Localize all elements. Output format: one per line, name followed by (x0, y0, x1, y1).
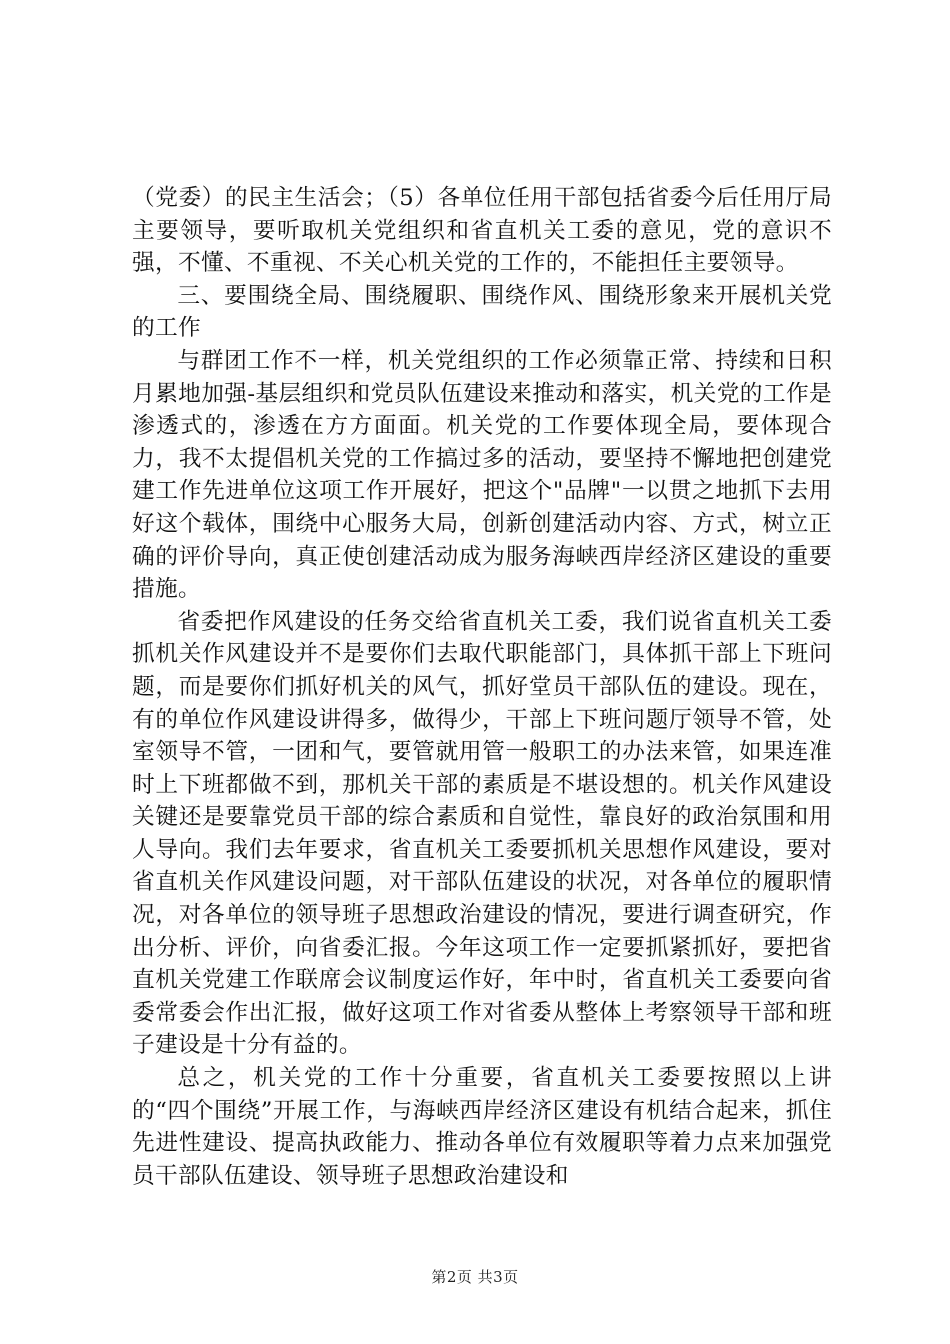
paragraph: 总之，机关党的工作十分重要，省直机关工委要按照以上讲的“四个围绕”开展工作，与海峡西岸经济区建设有机结合起来，抓住先进性建设、提高执政能力、推动各单位有效履职等着力点来加强党员干部队伍建设、领导班子思想政治建设和 (132, 1065, 832, 1189)
paragraph: 与群团工作不一样，机关党组织的工作必须靠正常、持续和日积月累地加强-基层组织和党员队伍建设来推动和落实，机关党的工作是渗透式的，渗透在方方面面。机关党的工作要体现全局，要体现合力，我不太提倡机关党的工作搞过多的活动，要坚持不懈地把创建党建工作先进单位这项工作开展好，把这个"品牌"一以贯之地抓下去用好这个载体，围绕中心服务大局，创新创建活动内容、方式，树立正确的评价导向，真正使创建活动成为服务海峡西岸经济区建设的重要措施。 (132, 347, 832, 603)
page-number-footer: 第2页 共3页 (431, 1268, 519, 1286)
section-heading-three: 三、要围绕全局、围绕履职、围绕作风、围绕形象来开展机关党的工作 (132, 282, 832, 342)
paragraph-continuation: （党委）的民主生活会；（5）各单位任用干部包括省委今后任用厅局主要领导，要听取机关党组织和省直机关工委的意见，党的意识不强，不懂、不重视、不关心机关党的工作的，不能担任主要领导。 (132, 185, 832, 277)
document-body (132, 182, 832, 1192)
paragraph: 省委把作风建设的任务交给省直机关工委，我们说省直机关工委抓机关作风建设并不是要你们去取代职能部门，具体抓干部上下班问题，而是要你们抓好机关的风气，抓好堂员干部队伍的建设。现在，有的单位作风建设讲得多，做得少，干部上下班问题厅领导不管，处室领导不管，一团和气，要管就用管一般职工的办法来管，如果连准时上下班都做不到，那机关干部的素质是不堪设想的。机关作风建设关键还是要靠党员干部的综合素质和自觉性，靠良好的政治氛围和用人导向。我们去年要求，省直机关工委要抓机关思想作风建设，要对省直机关作风建设问题，对干部队伍建设的状况，对各单位的履职情况，对各单位的领导班子思想政治建设的情况，要进行调查研究，作出分析、评价，向省委汇报。今年这项工作一定要抓紧抓好，要把省直机关党建工作联席会议制度运作好，年中时，省直机关工委要向省委常委会作出汇报，做好这项工作对省委从整体上考察领导干部和班子建设是十分有益的。 (132, 608, 832, 1059)
